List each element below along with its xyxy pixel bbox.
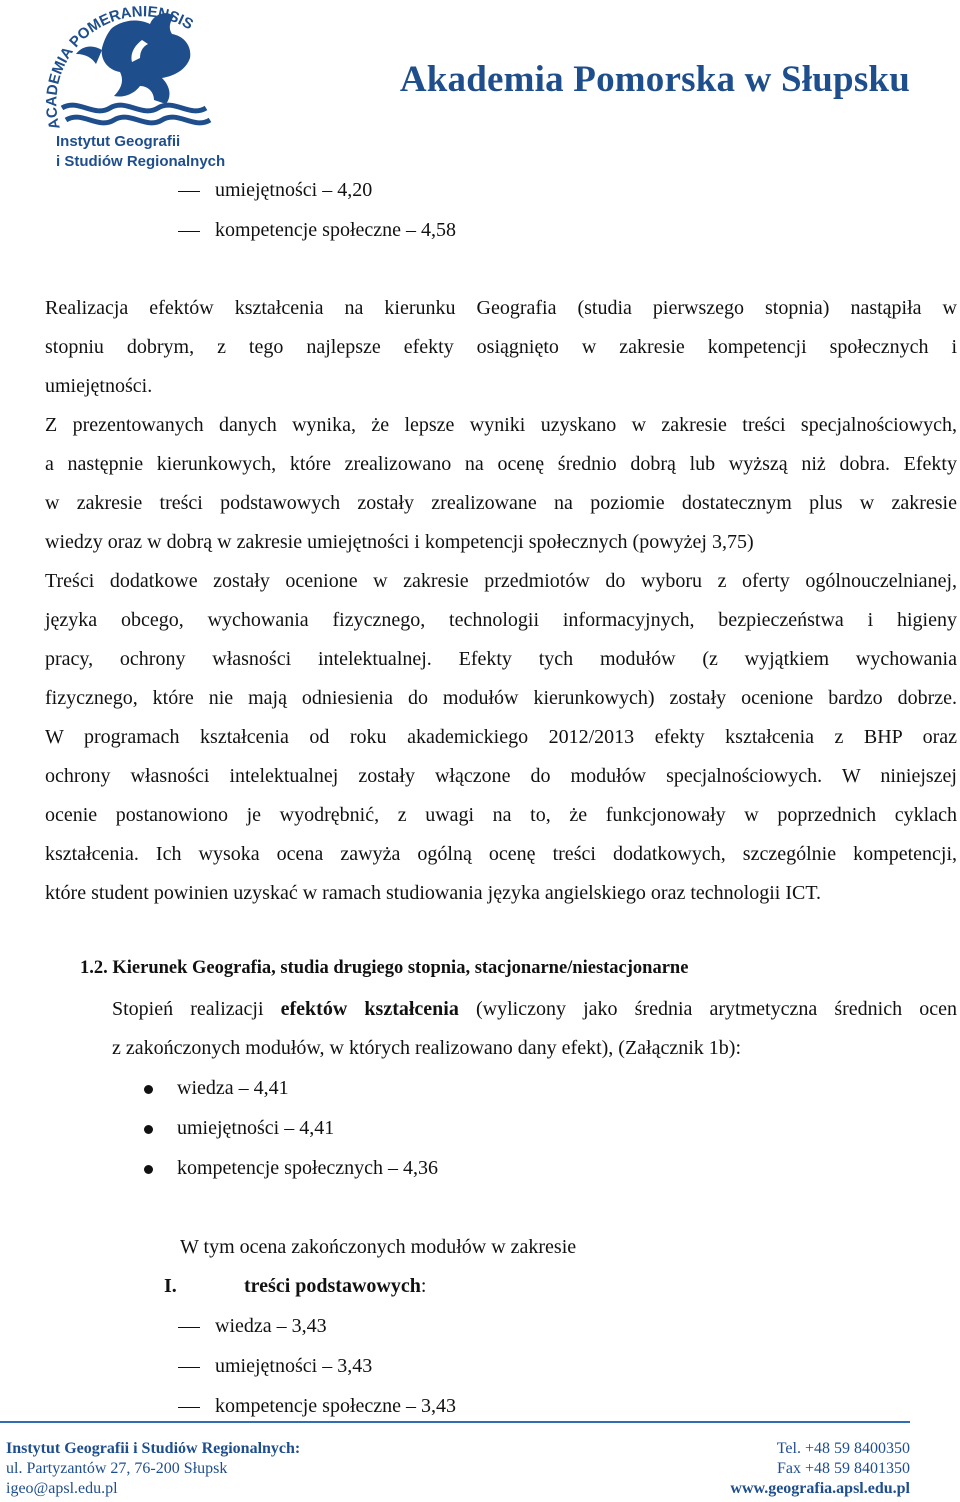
dash-icon: [178, 1327, 200, 1328]
list-item-text: kompetencje społeczne – 4,58: [215, 219, 457, 241]
logo-institute-line1: Instytut Geografii: [56, 133, 181, 150]
paragraph-line: wiedzy oraz w dobrą w zakresie umiejętności i kompetencji społecznych (powyżej 3,75): [45, 531, 754, 553]
list-item: [178, 1314, 327, 1338]
footer-row: [6, 1439, 910, 1458]
footer-institute: Instytut Geografii i Studiów Regionalnych:: [6, 1440, 301, 1457]
list-item-text: kompetencje społeczne – 3,43: [215, 1395, 457, 1417]
list-item-text: umiejętności – 3,43: [215, 1355, 373, 1377]
subheading: [164, 1274, 426, 1298]
paragraph-line: w zakresie treści podstawowych zostały zrealizowane na poziomie dostatecznym plus w zakresie: [45, 492, 957, 514]
dash-icon: [178, 1407, 200, 1408]
section-heading: 1.2. Kierunek Geografia, studia drugiego stopnia, stacjonarne/niestacjonarne: [80, 958, 689, 978]
logo-institute-line2: i Studiów Regionalnych: [56, 153, 226, 170]
intro-text-end: (wyliczony jako średnia arytmetyczna średnich ocen: [458, 998, 957, 1020]
paragraph-line: umiejętności.: [45, 375, 153, 397]
university-title: Akademia Pomorska w Słupsku: [399, 59, 910, 100]
paragraph-line: ochrony własności intelektualnej zostały włączone do modułów specjalnościowych. W niniejszej: [45, 765, 957, 787]
list-item-text: kompetencje społecznych – 4,36: [177, 1157, 439, 1179]
list-item-text: wiedza – 4,41: [177, 1077, 289, 1099]
list-item-text: umiejętności – 4,41: [177, 1117, 335, 1139]
modules-intro: W tym ocena zakończonych modułów w zakresie: [180, 1236, 577, 1258]
list-item: [178, 218, 456, 242]
waves-icon: [62, 105, 210, 123]
paragraph-line: kształcenia. Ich wysoka ocena zawyża ogólną ocenę treści dodatkowych, szczególnie kompetencji,: [45, 843, 957, 865]
paragraph-line: ocenie postanowiono je wyodrębnić, z uwagi na to, że funkcjonowały w poprzednich cyklach: [45, 804, 957, 826]
footer-website-link[interactable]: www.geografia.apsl.edu.pl: [730, 1480, 910, 1497]
paragraph-line: a następnie kierunkowych, które zrealizowano na ocenę średnio dobrą lub wyższą niż dobra. Efekty: [45, 453, 957, 475]
paragraph-line: fizycznego, które nie mają odniesienia do modułów kierunkowych) zostały ocenione bardzo dobrze.: [45, 687, 957, 709]
list-item-text: wiedza – 3,43: [215, 1315, 327, 1337]
subheading-text: treści podstawowych: [244, 1275, 421, 1297]
list-item: [140, 1156, 438, 1180]
dash-icon: [178, 1367, 200, 1368]
footer-tel: Tel. +48 59 8400350: [776, 1440, 910, 1457]
list-item: [140, 1076, 289, 1100]
subheading-colon: :: [420, 1275, 427, 1297]
paragraph-line: Z prezentowanych danych wynika, że lepsze wyniki uzyskano w zakresie treści specjalnościowych,: [45, 414, 957, 436]
intro-text: Stopień realizacji: [112, 998, 281, 1020]
dash-icon: [178, 191, 200, 192]
list-item: [178, 1354, 372, 1378]
institute-logo: [42, 0, 242, 172]
footer-fax: Fax +48 59 8401350: [776, 1460, 910, 1477]
footer-address: ul. Partyzantów 27, 76-200 Słupsk: [6, 1460, 228, 1477]
bullet-icon: [144, 1085, 153, 1094]
footer-row: [6, 1459, 910, 1478]
roman-numeral: I.: [164, 1275, 177, 1297]
intro-bold-text: efektów kształcenia: [280, 998, 459, 1020]
paragraph-line: W programach kształcenia od roku akademickiego 2012/2013 efekty kształcenia z BHP oraz: [45, 726, 957, 748]
list-item-text: umiejętności – 4,20: [215, 179, 373, 201]
logo-arc-text: ACADEMIA POMERANIENSIS: [43, 3, 197, 132]
list-item: [140, 1116, 334, 1140]
section-intro-line: z zakończonych modułów, w których realizowano dany efekt), (Załącznik 1b):: [112, 1037, 742, 1059]
paragraph-line: Realizacja efektów kształcenia na kierunku Geografia (studia pierwszego stopnia) nastąpiła w: [45, 297, 957, 319]
section-intro-line: [112, 997, 957, 1021]
paragraph-line: języka obcego, wychowania fizycznego, technologii informacyjnych, bezpieczeństwa i higieny: [45, 609, 957, 631]
bullet-icon: [144, 1125, 153, 1134]
paragraph-line: które student powinien uzyskać w ramach studiowania języka angielskiego oraz technologii ICT.: [45, 882, 822, 904]
footer-divider: [0, 1421, 910, 1423]
footer-row: [6, 1479, 910, 1498]
dash-icon: [178, 231, 200, 232]
list-item: [178, 178, 372, 202]
bullet-icon: [144, 1165, 153, 1174]
paragraph-line: stopniu dobrym, z tego najlepsze efekty osiągnięto w zakresie kompetencji społecznych i: [45, 336, 957, 358]
footer-email-link[interactable]: igeo@apsl.edu.pl: [6, 1480, 118, 1497]
paragraph-line: pracy, ochrony własności intelektualnej. Efekty tych modułów (z wyjątkiem wychowania: [45, 648, 957, 670]
list-item: [178, 1394, 456, 1418]
paragraph-line: Treści dodatkowe zostały ocenione w zakresie przedmiotów do wyboru z oferty ogólnouczelnianej,: [45, 570, 957, 592]
